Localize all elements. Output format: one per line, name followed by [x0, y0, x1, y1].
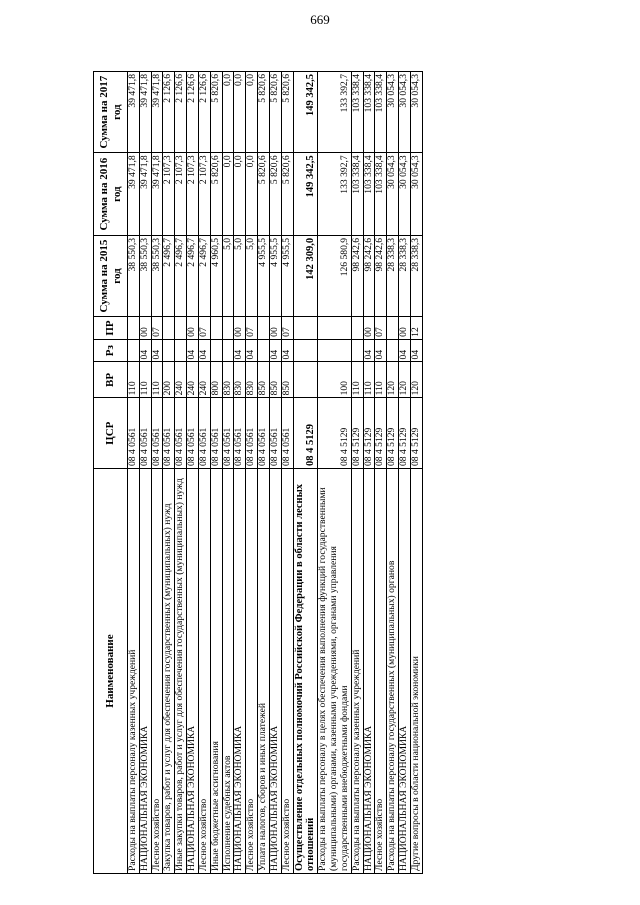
cell-rz: 04 [139, 339, 151, 362]
cell-sum-2016: 103 338,4 [363, 153, 375, 236]
cell-sum-2017: 103 338,4 [351, 72, 363, 153]
cell-pr [222, 317, 234, 340]
header-vr: ВР [94, 362, 128, 398]
cell-name: НАЦИОНАЛЬНАЯ ЭКОНОМИКА [187, 469, 199, 874]
table-row [351, 72, 363, 874]
cell-sum-2017: 2 126,6 [175, 72, 187, 153]
cell-sum-2015: 2 496,7 [175, 235, 187, 316]
cell-sum-2017: 5 820,6 [210, 72, 222, 153]
cell-rz: 04 [151, 339, 163, 362]
budget-table [93, 71, 423, 874]
cell-vr: 110 [139, 362, 151, 398]
cell-csr: 08 4 5129 [363, 398, 375, 469]
header-sum-2017: Сумма на 2017 год [94, 72, 128, 153]
cell-vr: 120 [410, 362, 422, 398]
cell-pr: 00 [399, 317, 411, 340]
cell-csr: 08 4 0561 [281, 398, 293, 469]
cell-sum-2017: 30 054,3 [410, 72, 422, 153]
cell-pr: 07 [151, 317, 163, 340]
cell-csr: 08 4 0561 [163, 398, 175, 469]
cell-sum-2016: 5 820,6 [258, 153, 270, 236]
cell-rz [128, 339, 140, 362]
table-row [318, 72, 351, 874]
cell-name: НАЦИОНАЛЬНАЯ ЭКОНОМИКА [399, 469, 411, 874]
table-header-row [94, 72, 128, 874]
cell-pr [163, 317, 175, 340]
cell-pr: 00 [234, 317, 246, 340]
cell-vr: 110 [351, 362, 363, 398]
table-row [163, 72, 175, 874]
cell-sum-2017: 2 126,6 [198, 72, 210, 153]
cell-sum-2017: 149 342,5 [293, 72, 318, 153]
cell-pr: 07 [246, 317, 258, 340]
table-row [399, 72, 411, 874]
cell-rz [318, 339, 351, 362]
cell-pr [387, 317, 399, 340]
cell-vr: 850 [281, 362, 293, 398]
cell-vr: 850 [269, 362, 281, 398]
cell-sum-2015: 126 580,9 [318, 235, 351, 316]
table-row [151, 72, 163, 874]
cell-sum-2015: 142 309,0 [293, 235, 318, 316]
cell-sum-2015: 5,0 [222, 235, 234, 316]
cell-vr: 120 [387, 362, 399, 398]
header-sum-2015: Сумма на 2015 год [94, 235, 128, 316]
cell-csr: 08 4 0561 [175, 398, 187, 469]
cell-csr: 08 4 5129 [387, 398, 399, 469]
cell-pr: 12 [410, 317, 422, 340]
cell-pr: 00 [269, 317, 281, 340]
cell-rz: 04 [375, 339, 387, 362]
cell-sum-2016: 5 820,6 [269, 153, 281, 236]
cell-vr: 120 [399, 362, 411, 398]
cell-csr: 08 4 5129 [351, 398, 363, 469]
cell-pr [318, 317, 351, 340]
cell-name: Расходы на выплаты персоналу в целях обеспечения выполнения функций государственными (муниципальными) органами, казенными учреждениями, органами управления государственными внебюджетными фондами [318, 469, 351, 874]
cell-sum-2015: 28 338,3 [410, 235, 422, 316]
cell-name: НАЦИОНАЛЬНАЯ ЭКОНОМИКА [269, 469, 281, 874]
cell-sum-2016: 0,0 [234, 153, 246, 236]
cell-name: Расходы на выплаты персоналу казенных учреждений [128, 469, 140, 874]
cell-csr: 08 4 0561 [151, 398, 163, 469]
cell-sum-2017: 5 820,6 [258, 72, 270, 153]
cell-rz [258, 339, 270, 362]
cell-sum-2016: 5 820,6 [281, 153, 293, 236]
table-row [222, 72, 234, 874]
cell-name: Лесное хозяйство [375, 469, 387, 874]
table-row [246, 72, 258, 874]
cell-vr: 240 [175, 362, 187, 398]
table-row [269, 72, 281, 874]
cell-name: Иные закупки товаров, работ и услуг для обеспечения государственных (муниципальных) нужд [175, 469, 187, 874]
cell-sum-2017: 30 054,3 [387, 72, 399, 153]
table-row [375, 72, 387, 874]
cell-sum-2016: 39 471,8 [128, 153, 140, 236]
cell-sum-2016: 2 107,3 [198, 153, 210, 236]
cell-sum-2015: 4 955,5 [258, 235, 270, 316]
cell-sum-2017: 103 338,4 [375, 72, 387, 153]
cell-sum-2015: 4 955,5 [281, 235, 293, 316]
cell-csr: 08 4 0561 [198, 398, 210, 469]
cell-rz: 04 [399, 339, 411, 362]
page-number: 669 [310, 12, 330, 27]
table-row [210, 72, 222, 874]
cell-sum-2015: 4 960,5 [210, 235, 222, 316]
cell-name: Лесное хозяйство [198, 469, 210, 874]
cell-vr: 100 [318, 362, 351, 398]
cell-sum-2016: 30 054,3 [399, 153, 411, 236]
cell-name: Лесное хозяйство [281, 469, 293, 874]
cell-csr: 08 4 0561 [234, 398, 246, 469]
cell-sum-2017: 30 054,3 [399, 72, 411, 153]
cell-sum-2017: 0,0 [234, 72, 246, 153]
cell-sum-2016: 103 338,4 [375, 153, 387, 236]
cell-rz [163, 339, 175, 362]
cell-vr: 110 [128, 362, 140, 398]
cell-pr [175, 317, 187, 340]
cell-pr: 07 [198, 317, 210, 340]
cell-name: Расходы на выплаты персоналу казенных учреждений [351, 469, 363, 874]
cell-sum-2017: 133 392,7 [318, 72, 351, 153]
cell-sum-2015: 98 242,6 [375, 235, 387, 316]
header-pr: ПР [94, 317, 128, 340]
cell-csr: 08 4 0561 [269, 398, 281, 469]
cell-vr: 200 [163, 362, 175, 398]
cell-sum-2015: 28 338,3 [387, 235, 399, 316]
cell-vr: 110 [151, 362, 163, 398]
cell-sum-2015: 5,0 [234, 235, 246, 316]
cell-csr: 08 4 0561 [246, 398, 258, 469]
cell-vr: 830 [246, 362, 258, 398]
cell-csr: 08 4 0561 [210, 398, 222, 469]
cell-vr: 240 [187, 362, 199, 398]
table-row [175, 72, 187, 874]
table-row [410, 72, 422, 874]
cell-name: Исполнение судебных актов [222, 469, 234, 874]
cell-sum-2016: 103 338,4 [351, 153, 363, 236]
budget-table-rotated [93, 71, 545, 874]
cell-name: НАЦИОНАЛЬНАЯ ЭКОНОМИКА [139, 469, 151, 874]
cell-pr [210, 317, 222, 340]
cell-sum-2015: 98 242,6 [351, 235, 363, 316]
cell-rz [210, 339, 222, 362]
table-row [258, 72, 270, 874]
cell-sum-2016: 30 054,3 [410, 153, 422, 236]
cell-rz [175, 339, 187, 362]
cell-name: Иные бюджетные ассигнования [210, 469, 222, 874]
cell-sum-2015: 98 242,6 [363, 235, 375, 316]
cell-csr: 08 4 5129 [318, 398, 351, 469]
cell-vr: 240 [198, 362, 210, 398]
cell-sum-2015: 4 955,5 [269, 235, 281, 316]
cell-name: Осуществление отдельных полномочий Российской Федерации в области лесных отношений [293, 469, 318, 874]
cell-sum-2016: 39 471,8 [139, 153, 151, 236]
table-row [281, 72, 293, 874]
cell-rz: 04 [410, 339, 422, 362]
cell-csr: 08 4 5129 [399, 398, 411, 469]
cell-rz: 04 [187, 339, 199, 362]
table-row [198, 72, 210, 874]
cell-vr: 830 [234, 362, 246, 398]
cell-sum-2016: 2 107,3 [163, 153, 175, 236]
cell-pr: 07 [281, 317, 293, 340]
cell-csr: 08 4 0561 [258, 398, 270, 469]
cell-rz: 04 [234, 339, 246, 362]
cell-sum-2017: 5 820,6 [269, 72, 281, 153]
table-row [234, 72, 246, 874]
cell-rz: 04 [246, 339, 258, 362]
cell-name: Другие вопросы в области национальной экономики [410, 469, 422, 874]
cell-csr: 08 4 0561 [187, 398, 199, 469]
cell-sum-2015: 38 550,3 [128, 235, 140, 316]
cell-csr: 08 4 0561 [128, 398, 140, 469]
cell-rz: 04 [269, 339, 281, 362]
cell-pr [258, 317, 270, 340]
cell-pr: 00 [363, 317, 375, 340]
table-row [293, 72, 318, 874]
cell-pr [351, 317, 363, 340]
cell-vr: 110 [363, 362, 375, 398]
cell-csr: 08 4 5129 [293, 398, 318, 469]
cell-sum-2016: 30 054,3 [387, 153, 399, 236]
header-name: Наименование [94, 469, 128, 874]
cell-vr: 830 [222, 362, 234, 398]
cell-sum-2017: 39 471,8 [128, 72, 140, 153]
table-row [128, 72, 140, 874]
cell-sum-2017: 0,0 [246, 72, 258, 153]
table-row [187, 72, 199, 874]
cell-sum-2015: 28 338,3 [399, 235, 411, 316]
cell-name: Лесное хозяйство [246, 469, 258, 874]
cell-csr: 08 4 5129 [375, 398, 387, 469]
cell-rz: 04 [198, 339, 210, 362]
cell-rz [351, 339, 363, 362]
cell-sum-2016: 2 107,3 [175, 153, 187, 236]
cell-sum-2017: 0,0 [222, 72, 234, 153]
cell-sum-2016: 0,0 [222, 153, 234, 236]
cell-pr: 00 [139, 317, 151, 340]
cell-pr [128, 317, 140, 340]
header-rz: Рз [94, 339, 128, 362]
cell-name: Уплата налогов, сборов и иных платежей [258, 469, 270, 874]
cell-csr: 08 4 0561 [222, 398, 234, 469]
cell-sum-2017: 5 820,6 [281, 72, 293, 153]
cell-sum-2016: 0,0 [246, 153, 258, 236]
cell-sum-2015: 2 496,7 [198, 235, 210, 316]
header-csr: ЦСР [94, 398, 128, 469]
cell-sum-2015: 5,0 [246, 235, 258, 316]
cell-rz: 04 [363, 339, 375, 362]
cell-pr [293, 317, 318, 340]
cell-sum-2015: 2 496,7 [163, 235, 175, 316]
cell-sum-2016: 39 471,8 [151, 153, 163, 236]
cell-sum-2016: 133 392,7 [318, 153, 351, 236]
cell-name: НАЦИОНАЛЬНАЯ ЭКОНОМИКА [363, 469, 375, 874]
cell-sum-2017: 39 471,8 [139, 72, 151, 153]
cell-sum-2017: 103 338,4 [363, 72, 375, 153]
cell-rz [387, 339, 399, 362]
cell-pr: 07 [375, 317, 387, 340]
cell-sum-2017: 2 126,6 [163, 72, 175, 153]
cell-name: НАЦИОНАЛЬНАЯ ЭКОНОМИКА [234, 469, 246, 874]
cell-name: Закупка товаров, работ и услуг для обеспечения государственных (муниципальных) нужд [163, 469, 175, 874]
cell-name: Расходы на выплаты персоналу государственных (муниципальных) органов [387, 469, 399, 874]
cell-sum-2015: 38 550,3 [139, 235, 151, 316]
cell-sum-2017: 39 471,8 [151, 72, 163, 153]
cell-sum-2016: 2 107,3 [187, 153, 199, 236]
cell-sum-2017: 2 126,6 [187, 72, 199, 153]
table-body [128, 72, 423, 874]
cell-csr: 08 4 5129 [410, 398, 422, 469]
cell-rz [222, 339, 234, 362]
cell-csr: 08 4 0561 [139, 398, 151, 469]
table-row [139, 72, 151, 874]
cell-vr: 850 [258, 362, 270, 398]
table-row [387, 72, 399, 874]
cell-vr: 800 [210, 362, 222, 398]
cell-sum-2016: 149 342,5 [293, 153, 318, 236]
cell-rz [293, 339, 318, 362]
table-row [363, 72, 375, 874]
cell-sum-2015: 2 496,7 [187, 235, 199, 316]
cell-vr [293, 362, 318, 398]
cell-rz: 04 [281, 339, 293, 362]
cell-name: Лесное хозяйство [151, 469, 163, 874]
cell-pr: 00 [187, 317, 199, 340]
header-sum-2016: Сумма на 2016 год [94, 153, 128, 236]
cell-sum-2016: 5 820,6 [210, 153, 222, 236]
cell-vr: 110 [375, 362, 387, 398]
cell-sum-2015: 38 550,3 [151, 235, 163, 316]
